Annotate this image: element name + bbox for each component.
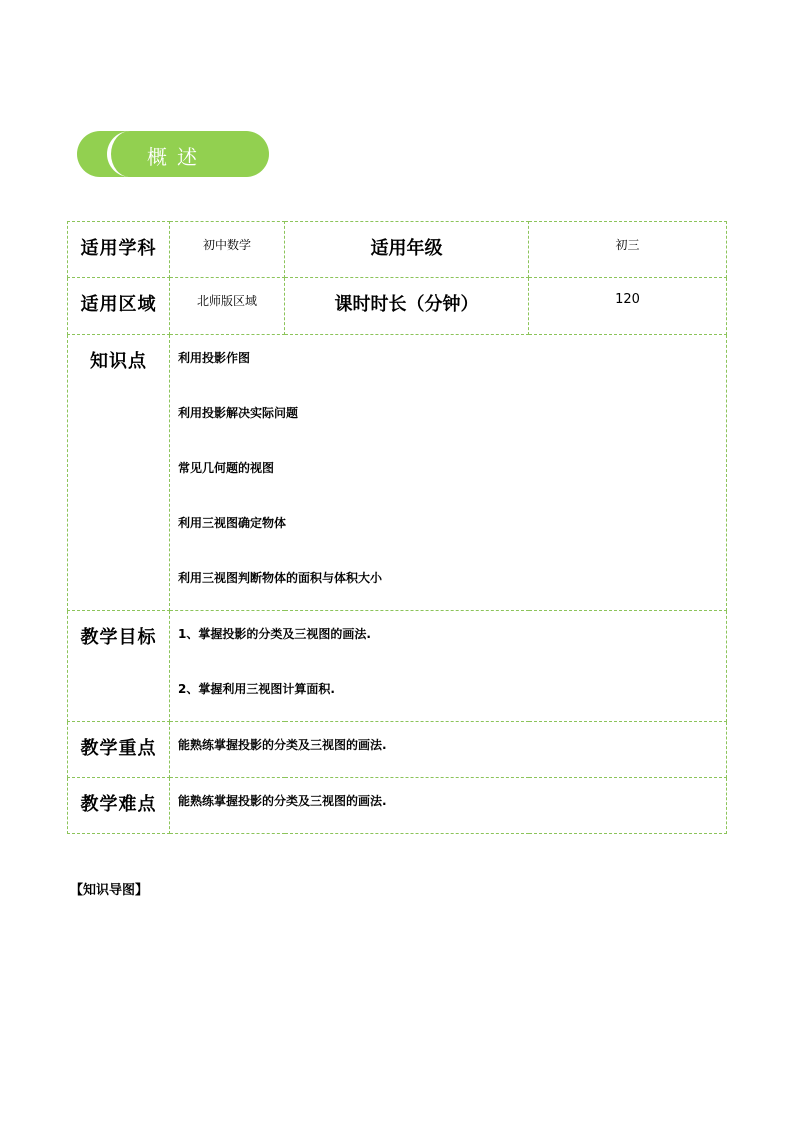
region-label: 适用区域	[68, 278, 170, 335]
duration-label: 课时时长（分钟）	[285, 278, 529, 335]
knowledge-label: 知识点	[68, 335, 170, 611]
table-row	[68, 611, 727, 722]
list-item: 利用三视图确定物体	[178, 516, 287, 530]
table-row	[68, 222, 727, 278]
list-item: 常见几何题的视图	[178, 461, 275, 475]
difficulties-text: 能熟练掌握投影的分类及三视图的画法.	[170, 778, 727, 834]
goals-list	[170, 611, 727, 722]
grade-value: 初三	[529, 222, 727, 278]
course-info-table	[67, 221, 727, 834]
banner-title: 概述	[147, 145, 207, 169]
duration-value: 120	[529, 278, 727, 335]
table-row	[68, 278, 727, 335]
difficulties-label: 教学难点	[68, 778, 170, 834]
list-item: 利用三视图判断物体的面积与体积大小	[178, 571, 383, 585]
key-points-label: 教学重点	[68, 722, 170, 778]
grade-label: 适用年级	[285, 222, 529, 278]
table-row	[68, 722, 727, 778]
section-banner	[77, 131, 269, 177]
knowledge-map-heading: 【知识导图】	[70, 883, 149, 898]
subject-value: 初中数学	[170, 222, 285, 278]
list-item: 利用投影作图	[178, 351, 251, 365]
knowledge-list	[170, 335, 727, 611]
table-row	[68, 335, 727, 611]
key-points-text: 能熟练掌握投影的分类及三视图的画法.	[170, 722, 727, 778]
list-item: 2、掌握利用三视图计算面积.	[178, 682, 335, 696]
region-value: 北师版区域	[170, 278, 285, 335]
list-item: 利用投影解决实际问题	[178, 406, 299, 420]
list-item: 1、掌握投影的分类及三视图的画法.	[178, 627, 371, 641]
subject-label: 适用学科	[68, 222, 170, 278]
goals-label: 教学目标	[68, 611, 170, 722]
table-row	[68, 778, 727, 834]
